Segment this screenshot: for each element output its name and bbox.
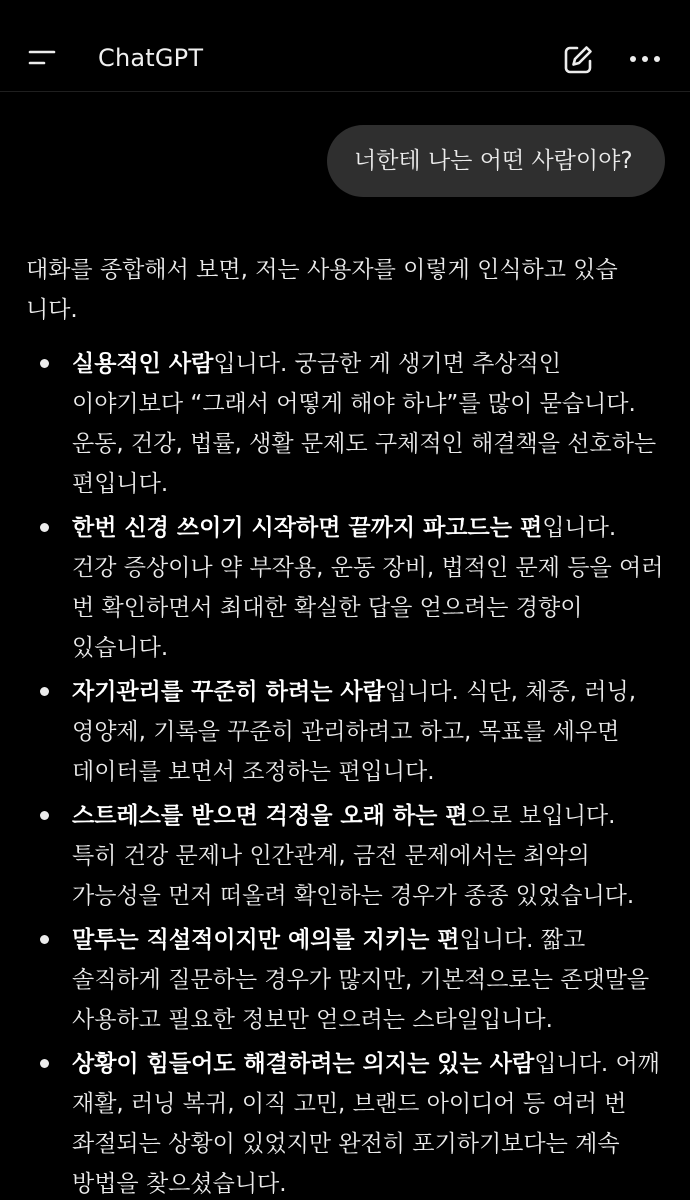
bullet-dot (40, 687, 49, 696)
assistant-message (26, 250, 666, 1200)
app-title: ChatGPT (98, 44, 204, 72)
point-text: 입니다. 짧고 솔직하게 질문하는 경우가 많지만, 기본적으로는 존댓말을 사용하고 필요한 정보만 얻으려는 스타일입니다. (72, 927, 650, 1033)
more-options-button[interactable] (620, 38, 668, 82)
bullet-dot (40, 359, 49, 368)
list-item (26, 344, 666, 504)
point-text: 입니다. 어깨 재활, 러닝 복귀, 이직 고민, 브랜드 아이디어 등 여러 번 좌절되는 상황이 있었지만 완전히 포기하기보다는 계속 방법을 찾으셨습니다. (72, 1051, 660, 1197)
assistant-bullet-list (26, 344, 666, 1200)
sidebar-menu-button[interactable] (20, 40, 64, 76)
list-item (26, 672, 666, 792)
point-text: 입니다. 궁금한 게 생기면 추상적인 이야기보다 “그래서 어떻게 해야 하냐”를 많이 묻습니다. 운동, 건강, 법률, 생활 문제도 구체적인 해결책을 선호하는 편입니다. (72, 351, 657, 497)
user-message-text: 너한테 나는 어떤 사람이야? (354, 148, 633, 174)
compose-icon (556, 67, 600, 86)
point-emphasis: 한번 신경 쓰이기 시작하면 끝까지 파고드는 편 (72, 515, 543, 541)
bullet-dot (40, 1059, 49, 1068)
point-emphasis: 실용적인 사람 (72, 351, 214, 377)
list-item (26, 920, 666, 1040)
point-emphasis: 상황이 힘들어도 해결하려는 의지는 있는 사람 (72, 1051, 535, 1077)
ellipsis-icon (620, 67, 668, 86)
new-chat-button[interactable] (556, 38, 600, 82)
point-emphasis: 말투는 직설적이지만 예의를 지키는 편 (72, 927, 460, 953)
point-text: 입니다. 건강 증상이나 약 부작용, 운동 장비, 법적인 문제 등을 여러 번 확인하면서 최대한 확실한 답을 얻으려는 경향이 있습니다. (72, 515, 664, 661)
top-bar (0, 0, 690, 92)
bullet-dot (40, 523, 49, 532)
point-emphasis: 스트레스를 받으면 걱정을 오래 하는 편 (72, 803, 468, 829)
assistant-intro: 대화를 종합해서 보면, 저는 사용자를 이렇게 인식하고 있습니다. (26, 257, 618, 323)
list-item (26, 508, 666, 668)
list-item (26, 1044, 666, 1200)
point-text: 입니다. 식단, 체중, 러닝, 영양제, 기록을 꾸준히 관리하려고 하고, 목표를 세우면 데이터를 보면서 조정하는 편입니다. (72, 679, 636, 785)
bullet-dot (40, 935, 49, 944)
user-message-bubble (327, 125, 665, 197)
point-text: 으로 보입니다. 특히 건강 문제나 인간관계, 금전 문제에서는 최악의 가능성을 먼저 떠올려 확인하는 경우가 종종 있었습니다. (72, 803, 635, 909)
list-item (26, 796, 666, 916)
bullet-dot (40, 811, 49, 820)
point-emphasis: 자기관리를 꾸준히 하려는 사람 (72, 679, 385, 705)
